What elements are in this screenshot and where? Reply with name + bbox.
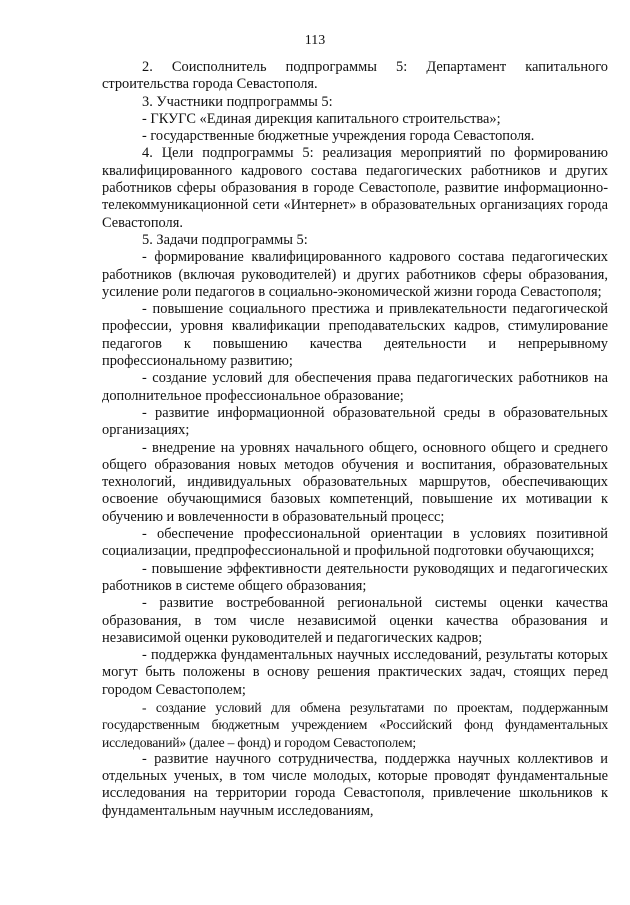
- paragraph-task-scientific-cooperation: - развитие научного сотрудничества, поддержка научных коллективов и отдельных ученых, в том числе молодых, которые проводят фундаментальные исследования на территории города Севастополя, привлечение школьников к фундаментальным научным исследованиям,: [102, 750, 608, 819]
- paragraph-task-efficiency: - повышение эффективности деятельности руководящих и педагогических работников в системе общего образования;: [102, 560, 608, 594]
- paragraph-task-career-guidance: - обеспечение профессиональной ориентации в условиях позитивной социализации, предпрофессиональной и профильной подготовки обучающихся;: [102, 526, 608, 560]
- paragraph-participants-heading: 3. Участники подпрограммы 5:: [142, 93, 333, 110]
- paragraph-task-prestige: - повышение социального престижа и привлекательности педагогической профессии, уровня квалификации преподавательских кадров, стимулирование педагогов к повышению качества деятельности и непрерывному профессиональному развитию;: [102, 301, 608, 370]
- paragraph-participant-institutions: - государственные бюджетные учреждения города Севастополя.: [142, 128, 535, 145]
- document-body: [102, 59, 608, 820]
- paragraph-participant-gkugs: - ГКУГС «Единая дирекция капитального строительства»;: [142, 110, 501, 127]
- paragraph-task-staff-formation: - формирование квалифицированного кадрового состава педагогических работников (включая руководителей) и других работников сферы образования, усиление роли педагогов в социально-экономической жизни города Севастополя;: [102, 249, 608, 300]
- paragraph-goals: 4. Цели подпрограммы 5: реализация мероприятий по формированию квалифицированного кадрового состава педагогических работников и других работников сферы образования в городе Севастополе, развитие информационно-телекоммуникационной сети «Интернет» в образовательных организациях города Севастополя.: [102, 145, 608, 231]
- paragraph-tasks-heading: 5. Задачи подпрограммы 5:: [142, 231, 308, 248]
- paragraph-task-new-methods: - внедрение на уровнях начального общего, основного общего и среднего общего образования новых методов обучения и воспитания, образовательных технологий, индивидуальных образовательных маршрутов, обеспечивающих освоение обучающимися базовых компетенций, повышение их мотивации к обучению и вовлеченности в образовательный процесс;: [102, 439, 608, 525]
- paragraph-task-additional-education: - создание условий для обеспечения права педагогических работников на дополнительное профессиональное образование;: [102, 370, 608, 404]
- paragraph-task-info-environment: - развитие информационной образовательной среды в образовательных организациях;: [102, 404, 608, 439]
- paragraph-task-results-exchange: - создание условий для обмена результатами по проектам, поддержанным государственным бюджетным учреждением «Российский фонд фундаментальных исследований» (далее – фонд) и городом Севастополем;: [102, 699, 608, 750]
- paragraph-task-quality-assessment: - развитие востребованной региональной системы оценки качества образования, в том числе независимой оценки качества образования и независимой оценки руководителей и педагогических кадров;: [102, 595, 608, 646]
- page-number: 113: [304, 33, 326, 48]
- paragraph-co-executor: 2. Соисполнитель подпрограммы 5: Департамент капитального строительства города Севастополя.: [102, 59, 608, 93]
- paragraph-task-fundamental-research: - поддержка фундаментальных научных исследований, результаты которых могут быть положены в основу решения практических задач, стоящих перед городом Севастополем;: [102, 647, 608, 698]
